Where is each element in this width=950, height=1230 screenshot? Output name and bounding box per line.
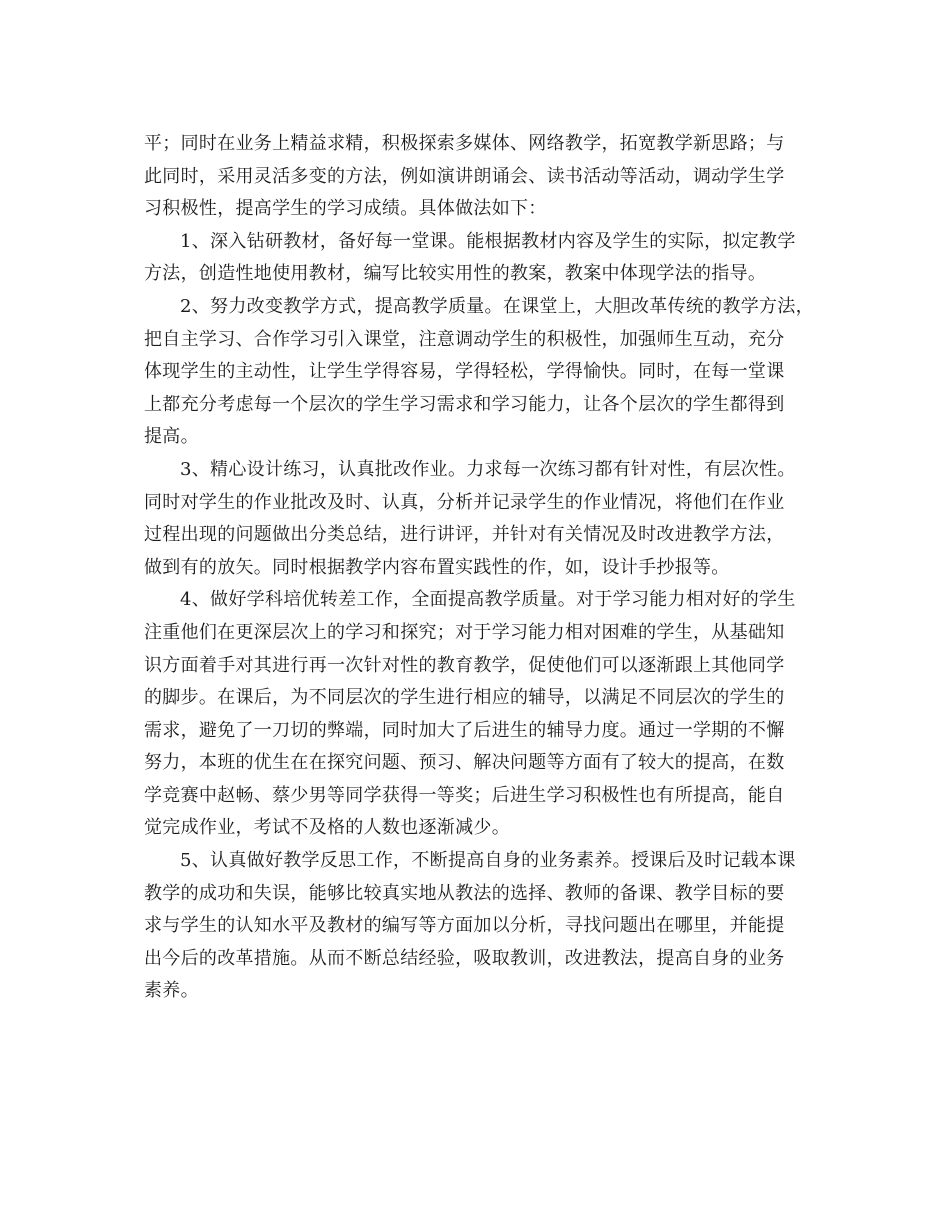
text-line: 教学的成功和失误，能够比较真实地从教法的选择、教师的备课、教学目标的要 [144,882,785,904]
text-line: 学竞赛中赵畅、蔡少男等同学获得一等奖；后进生学习积极性也有所提高，能自 [144,784,785,806]
text-line: 做到有的放矢。同时根据教学内容布置实践性的作，如，设计手抄报等。 [144,556,730,578]
text-line: 的脚步。在课后，为不同层次的学生进行相应的辅导，以满足不同层次的学生的 [144,687,785,709]
text-line: 此同时，采用灵活多变的方法，例如演讲朗诵会、读书活动等活动，调动学生学 [144,165,785,187]
text-line: 素养。 [144,980,199,1002]
text-line: 2、努力改变教学方式，提高教学质量。在课堂上，大胆改革传统的教学方法， [180,295,814,317]
text-line: 1、深入钻研教材，备好每一堂课。能根据教材内容及学生的实际，拟定教学 [180,230,796,252]
text-line: 过程出现的问题做出分类总结，进行讲评，并针对有关情况及时改进教学方法， [144,524,785,546]
document-body [144,128,814,1008]
text-line: 上都充分考虑每一个层次的学生学习需求和学习能力，让各个层次的学生都得到 [144,393,785,415]
text-line: 努力，本班的优生在在探究问题、预习、解决问题等方面有了较大的提高，在数 [144,752,785,774]
text-line: 3、精心设计练习，认真批改作业。力求每一次练习都有针对性，有层次性。 [180,458,796,480]
text-line: 求与学生的认知水平及教材的编写等方面加以分析，寻找问题出在哪里，并能提 [144,915,785,937]
text-line: 同时对学生的作业批改及时、认真，分析并记录学生的作业情况，将他们在作业 [144,491,785,513]
text-line: 需求，避免了一刀切的弊端，同时加大了后进生的辅导力度。通过一学期的不懈 [144,719,785,741]
text-line: 习积极性，提高学生的学习成绩。具体做法如下： [144,198,547,220]
text-line: 识方面着手对其进行再一次针对性的教育教学，促使他们可以逐渐跟上其他同学 [144,654,785,676]
text-line: 觉完成作业，考试不及格的人数也逐渐减少。 [144,817,510,839]
text-line: 提高。 [144,426,199,448]
text-line: 体现学生的主动性，让学生学得容易，学得轻松，学得愉快。同时，在每一堂课 [144,361,785,383]
text-line: 注重他们在更深层次上的学习和探究；对于学习能力相对困难的学生，从基础知 [144,621,785,643]
text-line: 平；同时在业务上精益求精，积极探索多媒体、网络教学，拓宽教学新思路；与 [144,133,785,154]
text-line: 方法，创造性地使用教材，编写比较实用性的教案，教案中体现学法的指导。 [144,263,767,285]
text-line: 出今后的改革措施。从而不断总结经验，吸取教训，改进教法，提高自身的业务 [144,947,785,969]
text-line: 把自主学习、合作学习引入课堂，注意调动学生的积极性，加强师生互动，充分 [144,328,785,350]
text-line: 5、认真做好教学反思工作，不断提高自身的业务素养。授课后及时记载本课 [180,850,796,872]
text-line: 4、做好学科培优转差工作，全面提高教学质量。对于学习能力相对好的学生 [180,589,796,611]
